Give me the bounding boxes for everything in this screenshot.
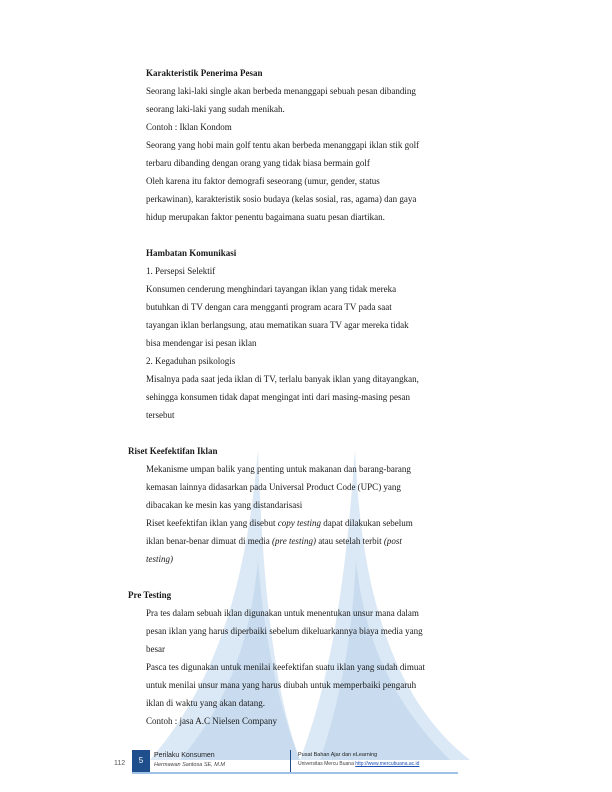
footer-title: Perilaku Konsumen bbox=[154, 752, 215, 759]
paragraph-line: Contoh : jasa A.C Nielsen Company bbox=[146, 716, 277, 726]
paragraph-line: tersebut bbox=[146, 410, 175, 420]
footer-institution: Pusat Bahan Ajar dan eLearning bbox=[298, 752, 378, 758]
paragraph-line: seorang laki-laki yang sudah menikah. bbox=[146, 104, 285, 114]
paragraph-line: sehingga konsumen tidak dapat mengingat inti dari masing-masing pesan bbox=[146, 392, 410, 402]
paragraph-line: butuhkan di TV dengan cara mengganti program acara TV pada saat bbox=[146, 302, 392, 312]
paragraph-line: Misalnya pada saat jeda iklan di TV, terlalu banyak iklan yang ditayangkan, bbox=[146, 374, 419, 384]
paragraph-line: Konsumen cenderung menghindari tayangan iklan yang tidak mereka bbox=[146, 284, 397, 294]
section-heading: Karakteristik Penerima Pesan bbox=[146, 68, 263, 78]
footer-website-link[interactable]: http://www.mercubuana.ac.id bbox=[355, 761, 420, 767]
paragraph-line: kemasan lainnya didasarkan pada Universal Product Code (UPC) yang bbox=[146, 482, 401, 492]
paragraph-line: bisa mendengar isi pesan iklan bbox=[146, 338, 257, 348]
paragraph-line: hidup merupakan faktor penentu bagaimana suatu pesan diartikan. bbox=[146, 212, 385, 222]
footer-author: Hermawan Santosa SE, M.M bbox=[154, 762, 225, 768]
paragraph-line: testing) bbox=[146, 554, 173, 564]
footer-university-name: Universitas Mercu Buana bbox=[298, 761, 356, 767]
paragraph-line: Seorang laki-laki single akan berbeda menanggapi sebuah pesan dibanding bbox=[146, 86, 416, 96]
paragraph-line: 1. Persepsi Selektif bbox=[146, 266, 216, 276]
paragraph-line: Pra tes dalam sebuah iklan digunakan untuk menentukan unsur mana dalam bbox=[146, 608, 419, 618]
page-number-left: 112 bbox=[114, 760, 126, 767]
italic-term: (post bbox=[383, 536, 402, 546]
section-heading: Riset Keefektifan Iklan bbox=[128, 446, 218, 456]
paragraph-line: dibacakan ke mesin kas yang distandarisasi bbox=[146, 500, 303, 510]
text-segment: atau setelah terbit bbox=[315, 536, 384, 546]
section-heading: Hambatan Komunikasi bbox=[146, 248, 237, 258]
section-heading: Pre Testing bbox=[128, 590, 172, 600]
page-number-box: 5 bbox=[132, 750, 150, 772]
paragraph-line: Oleh karena itu faktor demografi seseorang (umur, gender, status bbox=[146, 176, 380, 186]
paragraph-line bbox=[146, 518, 413, 529]
text-segment: Riset keefektifan iklan yang disebut bbox=[146, 518, 278, 528]
paragraph-line bbox=[146, 536, 402, 547]
text-segment: dapat dilakukan sebelum bbox=[320, 518, 413, 528]
italic-term: copy testing bbox=[277, 518, 321, 528]
paragraph-line: besar bbox=[146, 644, 165, 654]
footer-university bbox=[298, 761, 419, 767]
paragraph-line: Mekanisme umpan balik yang penting untuk makanan dan barang-barang bbox=[146, 464, 411, 474]
footer-divider bbox=[290, 750, 291, 772]
paragraph-line: Pasca tes digunakan untuk menilai keefektifan suatu iklan yang sudah dimuat bbox=[146, 662, 425, 672]
paragraph-line: Contoh : Iklan Kondom bbox=[146, 122, 232, 132]
paragraph-line: iklan di waktu yang akan datang. bbox=[146, 698, 265, 708]
paragraph-line: terbaru dibanding dengan orang yang tidak biasa bermain golf bbox=[146, 158, 370, 168]
page-footer bbox=[0, 740, 612, 780]
paragraph-line: perkawinan), karakteristik sosio budaya (kelas sosial, ras, agama) dan gaya bbox=[146, 194, 417, 204]
paragraph-line: tayangan iklan berlangsung, atau mematikan suara TV agar mereka tidak bbox=[146, 320, 409, 330]
text-segment: iklan benar-benar dimuat di media bbox=[146, 536, 273, 546]
paragraph-line: untuk menilai unsur mana yang harus diubah untuk memperbaiki pengaruh bbox=[146, 680, 417, 690]
paragraph-line: pesan iklan yang harus diperbaiki sebelum dikeluarkannya biaya media yang bbox=[146, 626, 423, 636]
italic-term: (pre testing) bbox=[272, 536, 316, 546]
paragraph-line: 2. Kegaduhan psikologis bbox=[146, 356, 236, 366]
footer-accent-bar bbox=[132, 772, 458, 774]
paragraph-line: Seorang yang hobi main golf tentu akan berbeda menanggapi iklan stik golf bbox=[146, 140, 420, 150]
